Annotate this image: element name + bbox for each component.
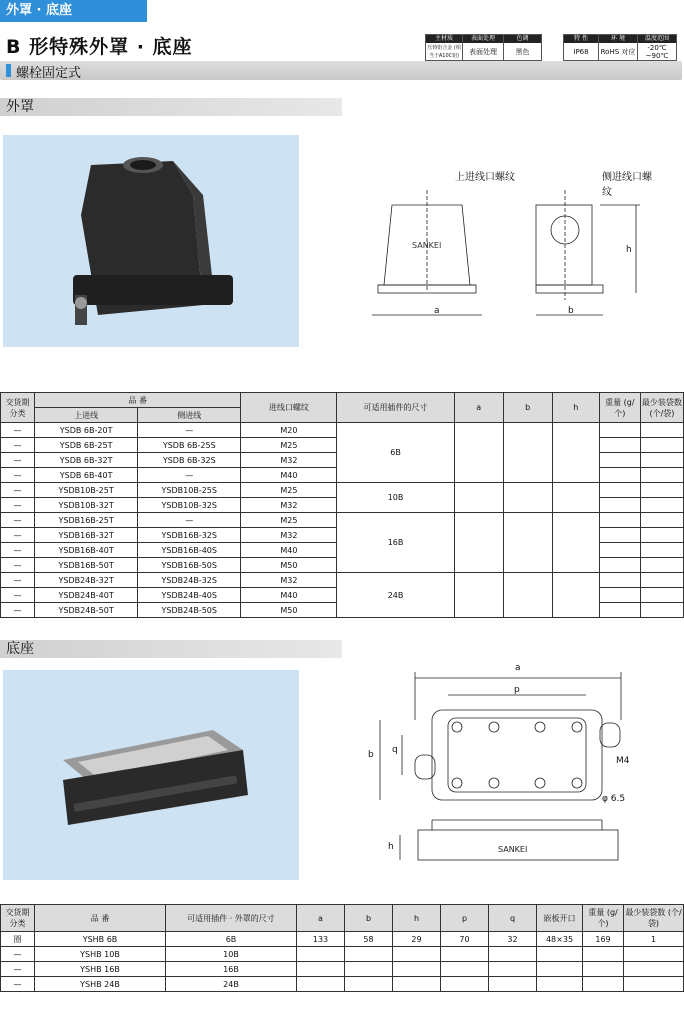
table-cell: — (1, 438, 35, 453)
table-cell (599, 513, 640, 528)
table-cell (599, 453, 640, 468)
subtitle-text: 螺栓固定式 (16, 66, 82, 81)
table-cell: YSDB 6B-25T (35, 438, 138, 453)
spec-header: 环 境 (599, 35, 637, 43)
table-cell: YSDB16B-32S (138, 528, 241, 543)
table-cell (583, 962, 624, 977)
table-cell: — (1, 977, 35, 992)
table-cell (297, 977, 345, 992)
base-drawing (358, 660, 678, 880)
section-title-hood: 外罩 (0, 98, 342, 116)
table-cell (503, 573, 552, 618)
th-side: 侧进线 (138, 408, 241, 423)
table-cell: — (1, 528, 35, 543)
hood-table (0, 392, 684, 618)
spec-box-material (425, 34, 542, 61)
spec-value: -20℃ ~90℃ (645, 43, 669, 60)
subtitle-marker (6, 64, 11, 77)
th-thread: 进线口螺纹 (241, 393, 337, 423)
spec-header: 特 性 (564, 35, 598, 43)
table-cell: — (1, 498, 35, 513)
table-cell (599, 438, 640, 453)
table-cell (454, 513, 503, 573)
table-cell: 16B (337, 513, 454, 573)
table-cell: 6B (337, 423, 454, 483)
table-cell: — (1, 483, 35, 498)
base-photo (3, 670, 299, 880)
table-cell: M32 (241, 573, 337, 588)
table-cell: 1 (624, 932, 684, 947)
table-cell (583, 977, 624, 992)
table-cell: 24B (337, 573, 454, 618)
spec-header: 色调 (504, 35, 541, 43)
table-row (1, 947, 684, 962)
table-cell: — (1, 588, 35, 603)
table-cell: — (138, 468, 241, 483)
table-cell: 6B (166, 932, 297, 947)
table-cell (640, 483, 683, 498)
table-cell: 10B (166, 947, 297, 962)
table-cell: YSDB24B-50T (35, 603, 138, 618)
table-cell (599, 543, 640, 558)
table-cell: — (1, 468, 35, 483)
table-cell: YSDB24B-32S (138, 573, 241, 588)
table-cell: — (1, 558, 35, 573)
table-cell (393, 962, 441, 977)
table-cell: YSDB 6B-32S (138, 453, 241, 468)
table-cell: 24B (166, 977, 297, 992)
label-phi: φ 6.5 (602, 794, 626, 804)
table-cell (552, 513, 599, 573)
table-cell: 133 (297, 932, 345, 947)
th2-q: q (489, 905, 537, 932)
table-cell (599, 423, 640, 438)
table-cell (503, 423, 552, 483)
spec-header: 主材质 (426, 35, 462, 43)
table-cell: YSDB16B-40T (35, 543, 138, 558)
table-cell: YSDB 6B-40T (35, 468, 138, 483)
th-h: h (552, 393, 599, 423)
table-cell: YSDB16B-25T (35, 513, 138, 528)
th2-h: h (393, 905, 441, 932)
th2-qty: 最少装袋数 (个/袋) (624, 905, 684, 932)
th-weight: 重量 (g/个) (599, 393, 640, 423)
table-cell: M20 (241, 423, 337, 438)
th2-cut: 嵌板开口 (537, 905, 583, 932)
table-cell: YSDB16B-50T (35, 558, 138, 573)
table-cell (552, 423, 599, 483)
table-cell: YSHB 24B (35, 977, 166, 992)
table-cell (599, 483, 640, 498)
table-cell (599, 558, 640, 573)
table-cell (640, 498, 683, 513)
table-cell (537, 962, 583, 977)
table-cell (640, 573, 683, 588)
spec-header: 温度范围 (638, 35, 676, 43)
dim-h: h (626, 245, 632, 255)
th2-b: b (345, 905, 393, 932)
spec-box-property (563, 34, 677, 61)
table-cell: 48×35 (537, 932, 583, 947)
table-cell: YSDB10B-25T (35, 483, 138, 498)
subtitle-bar (0, 61, 682, 80)
table-cell (441, 977, 489, 992)
table-cell: YSDB 6B-20T (35, 423, 138, 438)
page-title: B 形特殊外罩 · 底座 (6, 36, 193, 58)
table-cell (599, 468, 640, 483)
category-tag: 外罩 · 底座 (0, 0, 147, 22)
table-cell (624, 962, 684, 977)
dim-b-base: b (368, 750, 374, 760)
table-cell (345, 962, 393, 977)
table-cell (503, 483, 552, 513)
table-cell (503, 513, 552, 573)
spec-header: 表面处理 (463, 35, 503, 43)
table-cell: YSDB10B-32T (35, 498, 138, 513)
table-cell: 70 (441, 932, 489, 947)
table-cell: — (138, 513, 241, 528)
table-cell: M50 (241, 603, 337, 618)
table-cell (489, 977, 537, 992)
th-delivery: 交货期 分类 (1, 393, 35, 423)
dim-p: p (514, 685, 520, 695)
table-cell: YSDB16B-32T (35, 528, 138, 543)
label-m4: M4 (616, 756, 630, 766)
table-cell: YSHB 16B (35, 962, 166, 977)
table-cell: 圈 (1, 932, 35, 947)
table-cell: 16B (166, 962, 297, 977)
table-cell (640, 453, 683, 468)
table-cell (454, 423, 503, 483)
brand-mark-base: SANKEI (498, 845, 528, 854)
table-header-row (1, 393, 684, 408)
table-cell: YSDB16B-40S (138, 543, 241, 558)
table-cell (640, 543, 683, 558)
table-cell: 58 (345, 932, 393, 947)
label-top-thread: 上进线口螺纹 (455, 172, 515, 183)
table-cell (297, 947, 345, 962)
table-cell (583, 947, 624, 962)
th2-p: p (441, 905, 489, 932)
table-cell (537, 947, 583, 962)
th2-part: 品 番 (35, 905, 166, 932)
th2-a: a (297, 905, 345, 932)
table-cell (599, 498, 640, 513)
table-cell: — (1, 453, 35, 468)
table-cell: M25 (241, 513, 337, 528)
table-row (1, 573, 684, 588)
table-row (1, 513, 684, 528)
table-cell: YSDB10B-32S (138, 498, 241, 513)
label-side-thread: 侧进线口螺纹 (602, 172, 652, 198)
th2-delivery: 交货期 分类 (1, 905, 35, 932)
spec-value: 表面处理 (469, 47, 497, 56)
table-header-row (1, 905, 684, 932)
table-cell: M25 (241, 438, 337, 453)
table-cell: — (1, 513, 35, 528)
table-row (1, 962, 684, 977)
table-cell (441, 962, 489, 977)
table-cell: M32 (241, 453, 337, 468)
table-cell (393, 947, 441, 962)
dim-a-base: a (515, 663, 521, 673)
table-cell (393, 977, 441, 992)
table-cell: — (138, 423, 241, 438)
table-cell (454, 483, 503, 513)
table-cell: — (1, 573, 35, 588)
table-cell: — (1, 962, 35, 977)
table-cell (599, 588, 640, 603)
table-cell: 32 (489, 932, 537, 947)
dim-b: b (568, 306, 574, 316)
table-cell: M40 (241, 588, 337, 603)
table-cell (489, 962, 537, 977)
base-table (0, 904, 684, 992)
table-cell (640, 468, 683, 483)
table-cell (297, 962, 345, 977)
table-cell: YSDB10B-25S (138, 483, 241, 498)
hood-drawing (360, 160, 660, 330)
th2-size: 可适用插件 · 外罩的尺寸 (166, 905, 297, 932)
table-cell: — (1, 543, 35, 558)
table-cell (640, 513, 683, 528)
table-cell: YSDB24B-40S (138, 588, 241, 603)
table-cell (489, 947, 537, 962)
dim-q: q (392, 745, 398, 755)
table-cell: YSDB24B-40T (35, 588, 138, 603)
table-cell (345, 947, 393, 962)
table-cell (640, 438, 683, 453)
table-cell: YSDB 6B-32T (35, 453, 138, 468)
table-cell (552, 483, 599, 513)
table-cell: M32 (241, 498, 337, 513)
th-size: 可适用插件的尺寸 (337, 393, 454, 423)
table-cell: — (1, 603, 35, 618)
dim-h-base: h (388, 842, 394, 852)
table-row (1, 483, 684, 498)
spec-value: RoHS 对应 (600, 47, 636, 56)
table-cell: M40 (241, 468, 337, 483)
table-cell: YSDB24B-32T (35, 573, 138, 588)
th-qty: 最少装袋数 (个/袋) (640, 393, 683, 423)
table-cell (640, 558, 683, 573)
table-cell (552, 573, 599, 618)
table-cell: YSHB 6B (35, 932, 166, 947)
table-cell: M32 (241, 528, 337, 543)
table-cell: — (1, 423, 35, 438)
table-cell (640, 588, 683, 603)
table-cell (624, 947, 684, 962)
table-cell: YSDB24B-50S (138, 603, 241, 618)
table-cell: YSDB 6B-25S (138, 438, 241, 453)
table-row (1, 977, 684, 992)
section-title-base: 底座 (0, 640, 342, 658)
table-cell (640, 423, 683, 438)
table-cell: 10B (337, 483, 454, 513)
table-cell (599, 528, 640, 543)
table-cell: M40 (241, 543, 337, 558)
table-cell: M25 (241, 483, 337, 498)
th2-weight: 重量 (g/个) (583, 905, 624, 932)
table-row (1, 423, 684, 438)
table-cell: YSHB 10B (35, 947, 166, 962)
table-cell (454, 573, 503, 618)
brand-mark: SANKEI (412, 241, 442, 250)
table-cell (640, 528, 683, 543)
th-part: 品 番 (35, 393, 241, 408)
dim-a: a (434, 306, 440, 316)
spec-value: 压铸铝合金 (相当于A10C铝) (427, 44, 461, 59)
table-cell: 29 (393, 932, 441, 947)
spec-value: 黑色 (515, 47, 530, 56)
hood-photo (3, 135, 299, 347)
table-cell (537, 977, 583, 992)
table-cell: M50 (241, 558, 337, 573)
table-cell (624, 977, 684, 992)
table-row (1, 932, 684, 947)
th-a: a (454, 393, 503, 423)
table-cell (599, 603, 640, 618)
table-cell (441, 947, 489, 962)
th-b: b (503, 393, 552, 423)
table-cell (599, 573, 640, 588)
table-cell (640, 603, 683, 618)
table-cell: 169 (583, 932, 624, 947)
th-top: 上进线 (35, 408, 138, 423)
table-cell: — (1, 947, 35, 962)
table-cell (345, 977, 393, 992)
table-cell: YSDB16B-50S (138, 558, 241, 573)
spec-value: IP68 (573, 47, 589, 56)
